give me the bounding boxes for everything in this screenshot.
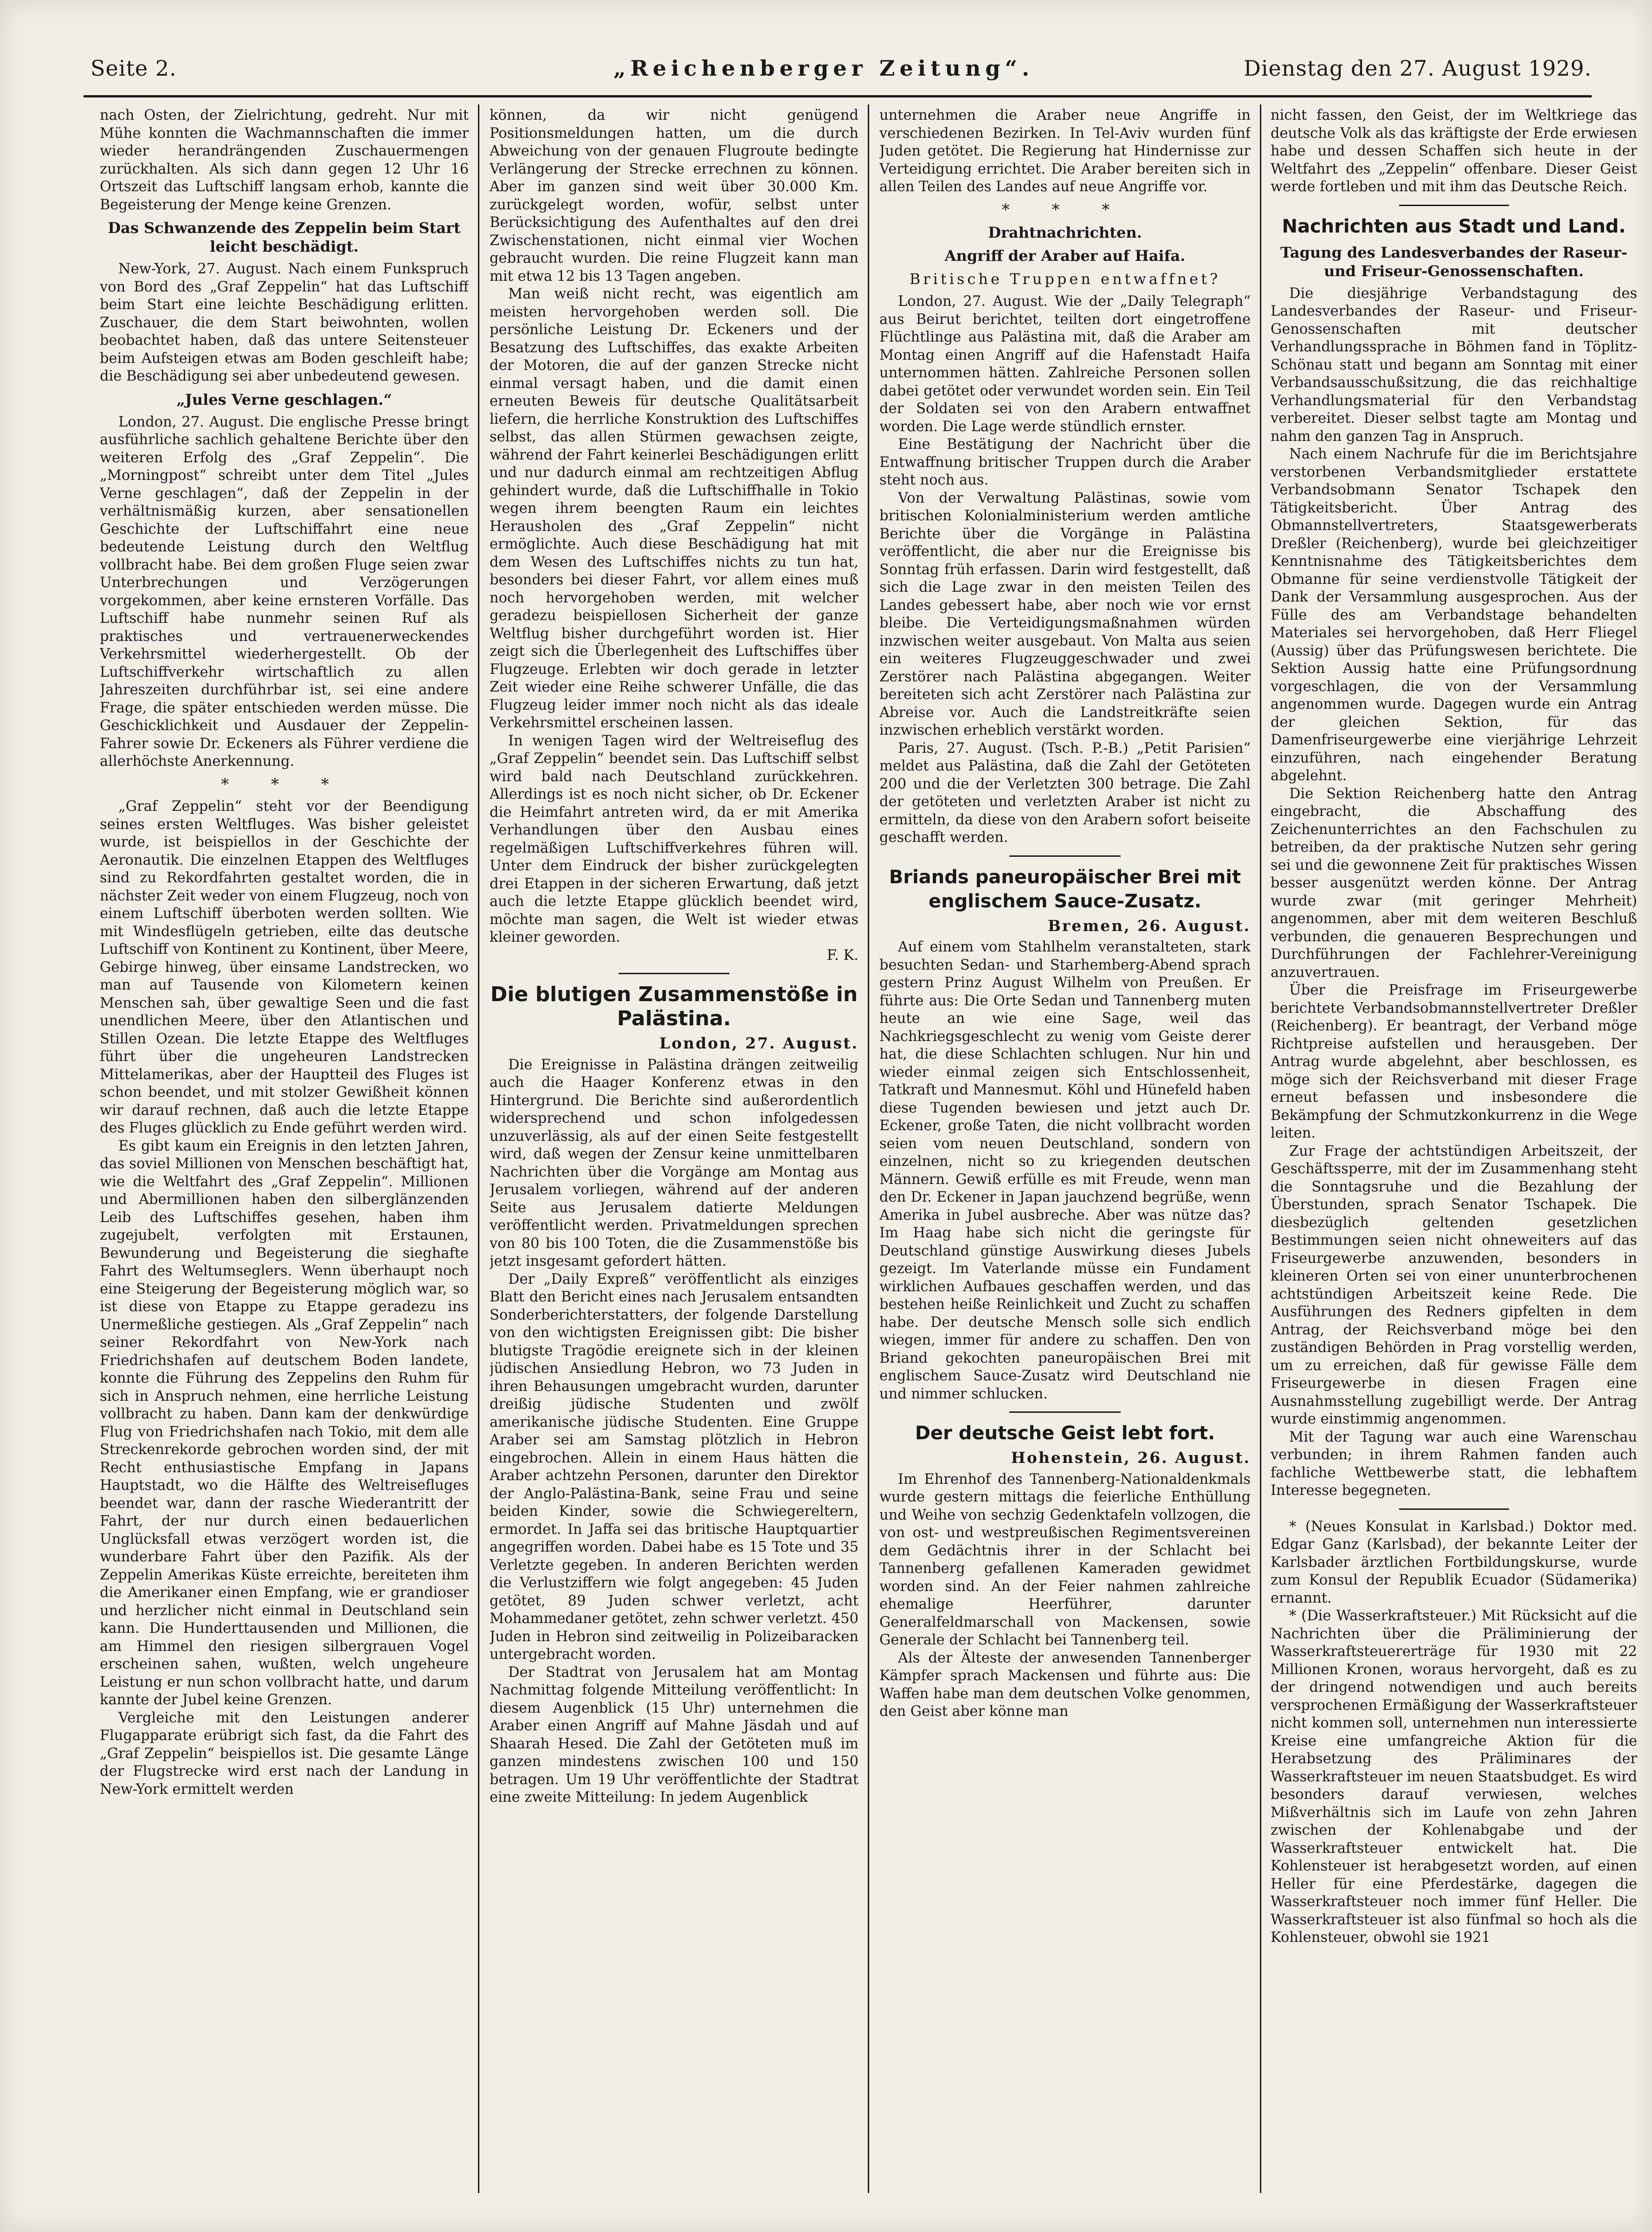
dateline: London, 27. August. (659, 1034, 858, 1052)
paragraph: „Graf Zeppelin“ steht vor der Beendigung seines ersten Weltfluges. Was bisher geleistet wurde, ist beispiellos in der Geschichte der Aeronautik. Die einzelnen Etappen des Weltfluges sind zu Rekordfahrten gestaltet worden, die in nächster Zeit weder von einem Flugzeug, noch von einem Luftschiff überboten werden sollten. Wie mit Windesflügeln getrieben, eilte das deutsche Luftschiff von Kontinent zu Kontinent, über Meere, Gebirge hinweg, über einsame Landstrecken, wo man auf Tausende von Kilometern keinen Menschen sah, über gewaltige Seen und die fast unendlichen Meere, über den Atlantischen und Stillen Ozean. Die letzte Etappe des Weltfluges führt über die ungeheuren Landstrecken Mittelamerikas, aber der Hauptteil des Fluges ist schon beendet, und mit stolzer Gewißheit können wir darauf rechnen, daß auch die letzte Etappe des Fluges glücklich zu Ende geführt werden wird. (100, 798, 469, 1136)
paragraph: Die Ereignisse in Palästina drängen zeitweilig auch die Haager Konferenz etwas in den Hintergrund. Die Berichte sind außerordentlich widersprechend und schon infolgedessen unzuverlässig, als auf der einen Seite festgestellt wird, daß wegen der Zensur keine unmittelbaren Nachrichten über die Vorgänge am Montag aus Jerusalem vorliegen, während auf der anderen Seite aus Jerusalem datierte Meldungen veröffentlicht werden. Privatmeldungen sprechen von 80 bis 100 Toten, die die Zusammenstöße bis jetzt insgesamt gefordert hätten. (490, 1056, 858, 1269)
column-2 (490, 107, 858, 2186)
masthead: „Reichenberger Zeitung“. (613, 56, 1034, 81)
headline-drahtnachrichten: Drahtnachrichten. (988, 224, 1142, 241)
paragraph: Vergleiche mit den Leistungen anderer Flugapparate erübrigt sich fast, da die Fahrt des „Graf Zeppelin“ beispiellos ist. Die gesamte Länge der Flugstrecke wird erst nach der Landung in New-York ermittelt werden (100, 1709, 469, 1798)
section-title-stadt-land: Nachrichten aus Stadt und Land. (1282, 215, 1626, 237)
headline-briand: Briands paneuropäischer Brei mit englischem Sauce-Zusatz. (889, 866, 1241, 912)
paragraph: Über die Preisfrage im Friseurgewerbe berichtete Verbandsobmannstellvertreter Dreßler (Reichenberg). Er beantragt, der Verband möge Richtpreise aufstellen und herausgeben. Der Antrag wurde abgelehnt, aber beschlossen, es möge sich der Reichsverband mit dieser Frage erneut befassen und insbesondere die Bekämpfung der Schmutzkonkurrenz in die Wege leiten. (1271, 982, 1637, 1141)
column-3 (879, 107, 1251, 2186)
headline-deutscher-geist: Der deutsche Geist lebt fort. (915, 1423, 1215, 1444)
paragraph: unternehmen die Araber neue Angriffe in verschiedenen Bezirken. In Tel-Aviv wurden fünf Juden getötet. Die Regierung hat Hindernisse zur Verteidigung errichtet. Die Araber bereiten sich in allen Teilen des Landes auf neue Angriffe vor. (879, 107, 1251, 195)
headline-tagung: Tagung des Landesverbandes der Raseur- und Friseur-Genossenschaften. (1280, 243, 1627, 280)
headline-zeppelin-damage: Das Schwanzende des Zeppelin beim Start leicht beschädigt. (108, 219, 461, 255)
paragraph: Zur Frage der achtstündigen Arbeitszeit, der Geschäftssperre, mit der im Zusammenhang steht die Sonntagsruhe und die Bezahlung der Überstunden, sprach Senator Tschapek. Die diesbezüglich geltenden gesetzlichen Bestimmungen seien nicht ohneweiters auf das Friseurgewerbe anzuwenden, besonders in kleineren Orten sei von einer ununterbrochenen achtstündigen Arbeitszeit keine Rede. Die Ausführungen des Redners gipfelten in dem Antrag, der Reichsverband möge bei den zuständigen Behörden in Prag vorstellig werden, um zu erreichen, daß für gewisse Fälle dem Friseurgewerbe in diesen Fragen eine Ausnahmsstellung zugebilligt werde. Der Antrag wurde einstimmig angenommen. (1271, 1143, 1637, 1427)
paragraph: Mit der Tagung war auch eine Warenschau verbunden; in ihrem Rahmen fanden auch fachliche Wettbewerbe statt, die lebhaftem Interesse begegneten. (1271, 1429, 1637, 1499)
paragraph: London, 27. August. Wie der „Daily Telegraph“ aus Beirut berichtet, teilten dort eingetroffene Flüchtlinge aus Palästina mit, daß die Araber am Montag einen Angriff auf die Hafenstadt Haifa unternommen hätten. Zahlreiche Personen sollen dabei getötet oder verwundet worden sein. Ein Teil der Soldaten sei von den Arabern entwaffnet worden. Die Lage werde stündlich ernster. (879, 293, 1251, 435)
paragraph: Der Stadtrat von Jerusalem hat am Montag Nachmittag folgende Mitteilung veröffentlicht: In diesem Augenblick (15 Uhr) unternehmen die Araber einen Angriff auf Mahne Jäsdah und auf Shaarah Hesed. Die Zahl der Getöteten muß im ganzen mindestens zwischen 100 und 150 betragen. Um 19 Uhr veröffentlichte der Stadtrat eine zweite Mitteilung: In jedem Augenblick (490, 1664, 858, 1805)
news-item-wasserkraftsteuer: * (Die Wasserkraftsteuer.) Mit Rücksicht auf die Nachrichten über die Präliminierung der Wasserkraftsteuererträge für 1930 mit 22 Millionen Kronen, woraus hervorgeht, daß es zu der dringend notwendigen und auch bereits versprochenen Ermäßigung der Wasserkraftsteuer nicht kommen soll, unternehmen nun interessierte Kreise eine umfangreiche Aktion für die Herabsetzung des Präliminares der Wasserkraftsteuer im neuen Staatsbudget. Es wird besonders darauf verwiesen, welches Mißverhältnis sich im Laufe von zehn Jahren zwischen der Kohlenabgabe und der Wasserkraftsteuer entwickelt hat. Die Kohlensteuer ist herabgesetzt worden, auf einen Heller für eine Pferdestärke, dagegen die Wasserkraftsteuer noch immer fünf Heller. Die Wasserkraftsteuer ist also fünfmal so hoch als die Kohlensteuer, obwohl sie 1921 (1271, 1608, 1637, 1946)
separator-stars: * * * (221, 775, 348, 794)
divider (1009, 855, 1121, 857)
paragraph: Im Ehrenhof des Tannenberg-Nationaldenkmals wurde gestern mittags die feierliche Enthüllung und Weihe von sechzig Gedenktafeln vollzogen, die von ost- und westpreußischen Regimentsvereinen dem Gedächtnis ihrer in der Schlacht bei Tannenberg gefallenen Kameraden gewidmet worden sind. An der Feier nahmen zahlreiche ehemalige Heerführer, darunter Generalfeldmarschall von Mackensen, sowie Generale der Schlacht bei Tannenberg teil. (879, 1471, 1251, 1648)
paragraph: können, da wir nicht genügend Positionsmeldungen hatten, um die durch Abweichung von der genauen Flugroute bedingte Verlängerung der Strecke errechnen zu können. Aber im ganzen sind weit über 30.000 Km. zurückgelegt worden, wofür, selbst unter Berücksichtigung des Aufenthaltes auf den drei Zwischenstationen, nicht einmal vier Wochen gebraucht wurden. Die reine Flugzeit kann man mit etwa 12 bis 13 Tagen angeben. (490, 107, 858, 285)
paragraph: Man weiß nicht recht, was eigentlich am meisten hervorgehoben werden soll. Die persönliche Leistung Dr. Eckeners und der Besatzung des Luftschiffes, das exakte Arbeiten der Motoren, die auf der ganzen Strecke nicht einmal versagt haben, und die damit einen erneuten Beweis für deutsche Qualitätsarbeit liefern, die herrliche Konstruktion des Luftschiffes selbst, das allen Stürmen gewachsen zeigte, während der Fahrt keinerlei Beschädigungen erlitt und nur dadurch einmal am rechtzeitigen Abflug gehindert wurde, daß die Luftschiffhalle in Tokio wegen ihrem beengten Raum ein leichtes Herausholen des „Graf Zeppelin“ nicht ermöglichte. Auch diese Beschädigung hat mit dem Wesen des Luftschiffes nichts zu tun hat, besonders bei dieser Fahrt, vor allem eines muß noch hervorgehoben werden, mit welcher geradezu beispiellosen Sicherheit der ganze Weltflug bisher durchgeführt worden ist. Hier zeigt sich die Überlegenheit des Luftschiffes über Flugzeuge. Erlebten wir doch gerade in letzter Zeit wieder eine Reihe schwerer Unfälle, die das Flugzeug leider immer noch nicht als das ideale Verkehrsmittel erscheinen lassen. (490, 286, 858, 731)
paragraph: nicht fassen, den Geist, der im Weltkriege das deutsche Volk als das kräftigste der Erde erwiesen habe und dessen Schaffen sich heute in der Weltfahrt des „Zeppelin“ offenbare. Dieser Geist werde fortleben und mit ihm das Deutsche Reich. (1271, 107, 1637, 195)
column-rule-1 (478, 104, 479, 2193)
headline-palestina: Die blutigen Zusammenstöße in Palästina. (490, 983, 858, 1030)
header-rule (84, 95, 1592, 97)
paragraph: Der „Daily Expreß“ veröffentlicht als einziges Blatt den Bericht eines nach Jerusalem entsandten Sonderberichterstatters, der folgende Darstellung von den wichtigsten Ereignissen gibt: Die bisher blutigste Tragödie ereignete sich in der kleinen jüdischen Ansiedlung Hebron, wo 73 Juden in ihren Behausungen umgebracht wurden, darunter dreißig jüdische Studenten und zwölf amerikanische jüdische Studenten. Eine Gruppe Araber sei am Samstag plötzlich in Hebron eingebrochen. Allein in einem Haus hätten die Araber achtzehn Personen, darunter den Direktor der Anglo-Palästina-Bank, seine Frau und seine beiden Kinder, sowie die Schwiegereltern, ermordet. In Jaffa sei das britische Hauptquartier angegriffen worden. Dabei habe es 15 Tote und 35 Verletzte gegeben. In anderen Berichten werden die Verlustziffern wie folgt angegeben: 45 Juden getötet, 89 Juden schwer verletzt, acht Mohammedaner getötet, zehn schwer verletzt. 450 Juden in Hebron sind zeitweilig in Polizeibaracken untergebracht worden. (490, 1271, 858, 1663)
paragraph: Es gibt kaum ein Ereignis in den letzten Jahren, das soviel Millionen von Menschen beschäftigt hat, wie die Weltfahrt des „Graf Zeppelin“. Millionen und Abermillionen haben den silberglänzenden Leib des Luftschiffes gesehen, haben ihm zugejubelt, verfolgten mit Erstaunen, Bewunderung und Begeisterung die sieghafte Fahrt des Weltumseglers. Wenn überhaupt noch eine Steigerung der Begeisterung möglich war, so ist diese von Etappe zu Etappe geradezu ins Unermeßliche gestiegen. Als „Graf Zeppelin“ nach seiner Rekordfahrt von New-York nach Friedrichshafen auf deutschem Boden landete, konnte die Führung des Zeppelins den Ruhm für sich in Anspruch nehmen, eine herrliche Leistung vollbracht zu haben. Dann kam der denkwürdige Flug von Friedrichshafen nach Tokio, mit dem alle Streckenrekorde gebrochen worden sind, der mit Recht enthusiastische Empfang in Japans Hauptstadt, wo die Hälfte des Weltreisefluges beendet war, dann der rasche Wiederantritt der Fahrt, der nur durch einen bedauerlichen Unglücksfall etwas verzögert worden ist, die wunderbare Fahrt über den Pazifik. Als der Zeppelin Amerikas Küste erreichte, bereiteten ihm die Amerikaner einen Empfang, wie er grandioser und herzlicher nicht einmal in Deutschland sein kann. Die Hunderttausenden und Millionen, die am Himmel den riesigen silbergrauen Vogel erscheinen sahen, wußten, welch ungeheure Leistung er nun schon vollbracht hatte, und darum kannte der Jubel keine Grenzen. (100, 1138, 469, 1708)
divider (619, 973, 729, 974)
news-item-konsulat: * (Neues Konsulat in Karlsbad.) Doktor med. Edgar Ganz (Karlsbad), der bekannte Leiter der Karlsbader ärztlichen Fortbildungskurse, wurde zum Konsul der Republik Ecuador (Südamerika) ernannt. (1271, 1518, 1637, 1606)
paragraph: Nach einem Nachrufe für die im Berichtsjahre verstorbenen Verbandsmitglieder erstattete Verbandsobmann Senator Tschapek den Tätigkeitsbericht. Über Antrag des Obmannstellvertreters, Staatsgewerberats Dreßler (Reichenberg), wurde bei gleichzeitiger Kenntnisnahme des Tätigkeitsberichtes dem Obmanne für seine verdienstvolle Tätigkeit der Dank der Versammlung ausgesprochen. Aus der Fülle des am Verbandstage behandelten Materiales sei hervorgehoben, daß Herr Fliegel (Aussig) über das Prüfungswesen berichtete. Die Sektion Aussig hatte eine Prüfungsordnung vorgeschlagen, die von der Versammlung angenommen wurde. Dagegen wurde ein Antrag der gleichen Sektion, für das Damenfriseurgewerbe eine vierjährige Lehrzeit einzuführen, nach eingehender Beratung abgelehnt. (1271, 446, 1637, 784)
paragraph: Die Sektion Reichenberg hatte den Antrag eingebracht, die Abschaffung des Zeichenunterrichtes an den Fachschulen zu betreiben, da der praktische Nutzen sehr gering sei und die gewonnene Zeit für praktisches Wissen besser ausgenützt werden könne. Der Antrag wurde zwar (mit geringer Mehrheit) angenommen, aber mit dem weiteren Beschluß verbunden, die genaueren Besprechungen und Durchführungen der Fachlehrer-Vereinigung anzuvertrauen. (1271, 785, 1637, 981)
column-1 (100, 107, 469, 2186)
divider (1399, 1508, 1509, 1510)
column-4 (1271, 107, 1637, 2186)
headline-jules-verne: „Jules Verne geschlagen.“ (176, 390, 392, 408)
subheadline-british-troops: Britische Truppen entwaffnet? (909, 270, 1221, 288)
paragraph: Auf einem vom Stahlhelm veranstalteten, stark besuchten Sedan- und Starhemberg-Abend sprach gestern Prinz August Wilhelm von Preußen. Er führte aus: Die Orte Sedan und Tannenberg muten heute an wie eine Sage, weil das Nachkriegsgeschlecht zu wenig vom Geiste derer hat, die diese Schlachten schlugen. Nur hin und wieder einmal zeigen sich Entschlossenheit, Tatkraft und Mannesmut. Köhl und Hünefeld haben diese Tugenden bewiesen und jetzt auch Dr. Eckener, große Taten, die nicht vollbracht worden seien vom neuen Deutschland, sondern von einzelnen, nicht so zu kriegenden deutschen Männern. Gewiß erfülle es mit Freude, wenn man den Dr. Eckener in Japan jauchzend begrüße, wenn Amerika in Jubel ausbreche. Aber was nütze das? Im Haag habe sich nicht die geringste für Deutschland günstige Auswirkung dieses Jubels gezeigt. Im Vaterlande müsse ein Fundament wirklichen Aufbaues geschaffen werden, und das bestehen heiße Reinlichkeit und Zucht zu schaffen habe. Der deutsche Mensch solle sich endlich wiegen, immer für andere zu schaffen. Den von Briand gekochten paneuropäischen Brei mit englischem Sauce-Zusatz wird Deutschland nie und nimmer schlucken. (879, 939, 1251, 1402)
divider (1009, 1411, 1121, 1413)
dateline: Bremen, 26. August. (1047, 916, 1251, 935)
page-number: Seite 2. (90, 56, 177, 81)
column-rule-2 (868, 104, 869, 2193)
paragraph: London, 27. August. Die englische Presse bringt ausführliche sachlich gehaltene Berichte über den weiteren Erfolg des „Graf Zeppelin“. Die „Morningpost“ schreibt unter dem Titel „Jules Verne geschlagen“, daß der Zeppelin in der verhältnismäßig kurzen, aber sensationellen Geschichte der Luftschiffahrt eine neue bedeutende Leistung durch den Weltflug vollbracht habe. Bei dem großen Fluge seien zwar Unterbrechungen und Verzögerungen vorgekommen, aber keine ernsteren Vorfälle. Das Luftschiff habe nunmehr seinen Ruf als praktisches und vertrauenerweckendes Verkehrsmittel wiederhergestellt. Ob der Luftschiffverkehr wirtschaftlich zu allen Jahreszeiten durchführbar ist, sei eine andere Frage, die später entschieden werden müsse. Die Geschicklichkeit und Ausdauer der Zeppelin-Fahrer sowie Dr. Eckeners als Führer verdiene die allerhöchste Anerkennung. (100, 414, 469, 770)
paragraph: Paris, 27. August. (Tsch. P.-B.) „Petit Parisien“ meldet aus Palästina, daß die Zahl der Getöteten 200 und die der Verletzten 300 betrage. Die Zahl der getöteten und verletzten Araber ist nicht zu ermitteln, da diese von den Arabern sofort beiseite geschafft werden. (879, 740, 1251, 846)
paragraph: In wenigen Tagen wird der Weltreiseflug des „Graf Zeppelin“ beendet sein. Das Luftschiff selbst wird bald nach Deutschland zurückkehren. Allerdings ist es noch nicht sicher, ob Dr. Eckener die Heimfahrt antreten wird, da er mit Amerika Verhandlungen über den Ausbau eines regelmäßigen Luftschiffverkehres führen will. Unter dem Eindruck der bisher zurückgelegten drei Etappen in der sicheren Erwartung, daß jetzt auch die letzte Etappe glücklich beendet wird, möchte man sagen, die Welt ist wieder etwas kleiner geworden. (490, 732, 858, 945)
column-rule-3 (1260, 104, 1261, 2193)
paragraph: Von der Verwaltung Palästinas, sowie vom britischen Kolonialministerium werden amtliche Berichte über die Vorgänge in Palästina veröffentlicht, die aber nur die Ereignisse bis Sonntag früh erfassen. Darin wird festgestellt, daß sich die Lage zwar in den meisten Teilen des Landes gebessert habe, aber noch wie vor ernst bleibe. Die Verteidigungsmaßnahmen würden inzwischen weiter ausgebaut. Von Malta aus seien ein weiteres Flugzeuggeschwader und zwei Zerstörer nach Palästina abgegangen. Weiter bereiteten sich acht Zerstörer nach Palästina zur Abreise vor. Auch die Landstreitkräfte seien inzwischen erheblich verstärkt worden. (879, 490, 1251, 738)
separator-stars: * * * (1001, 200, 1129, 219)
paragraph: Eine Bestätigung der Nachricht über die Entwaffnung britischer Truppen durch die Araber steht noch aus. (879, 436, 1251, 488)
paragraph: Die diesjährige Verbandstagung des Landesverbandes der Raseur- und Friseur-Genossenschaften mit deutscher Verhandlungssprache in Böhmen fand in Töplitz-Schönau statt und begann am Sonntag mit einer Verbandsausschußsitzung, die das reichhaltige Verhandlungsmaterial für den Verbandstag verbereitet. Dieser selbst tagte am Montag und nahm den ganzen Tag in Anspruch. (1271, 285, 1637, 445)
paragraph: New-York, 27. August. Nach einem Funkspruch von Bord des „Graf Zeppelin“ hat das Luftschiff beim Start eine leichte Beschädigung erlitten. Zuschauer, die dem Start beiwohnten, wollen beobachtet haben, daß das untere Seitensteuer beim Aufsteigen etwas am Boden geschleift habe; die Beschädigung sei aber unbedeutend gewesen. (100, 261, 469, 384)
divider (1399, 205, 1509, 206)
paragraph: nach Osten, der Zielrichtung, gedreht. Nur mit Mühe konnten die Wachmannschaften die immer wieder herandrängenden Zuschauermengen zurückhalten. Als sich dann gegen 12 Uhr 16 Ortszeit das Luftschiff langsam erhob, kannte die Begeisterung der Menge keine Grenzen. (100, 107, 469, 213)
author-signature: F. K. (826, 947, 858, 964)
paragraph: Als der Älteste der anwesenden Tannenberger Kämpfer sprach Mackensen und führte aus: Die Waffen habe man dem deutschen Volke genommen, den Geist aber könne man (879, 1650, 1251, 1720)
dateline: Hohenstein, 26. August. (1011, 1449, 1251, 1467)
subheadline-haifa: Angriff der Araber auf Haifa. (944, 247, 1186, 265)
issue-date: Dienstag den 27. August 1929. (1243, 56, 1592, 81)
